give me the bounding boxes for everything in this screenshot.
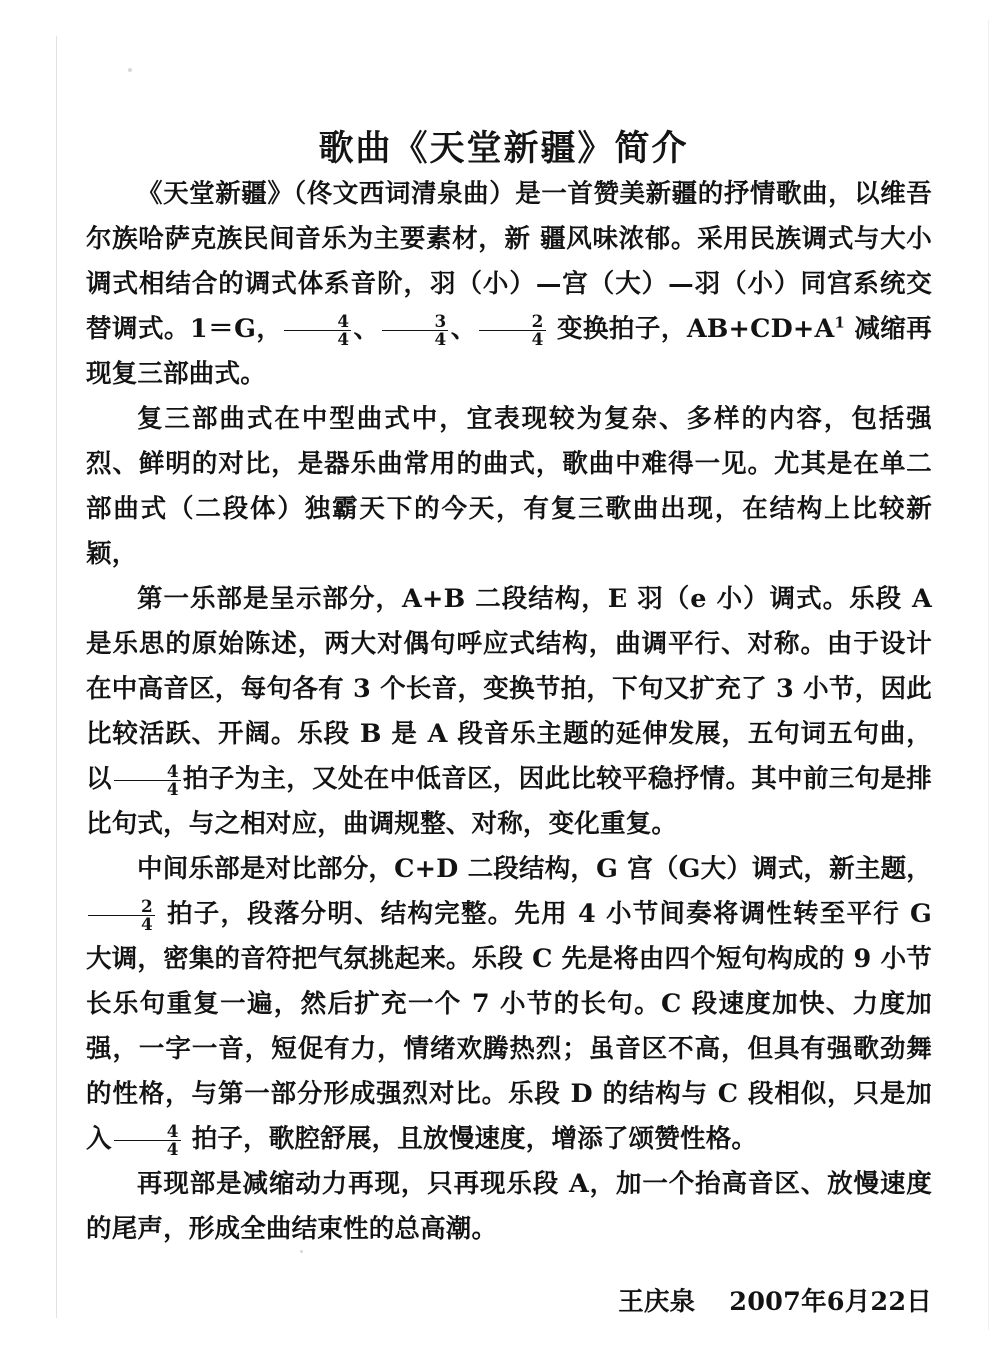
fraction-numerator: 2	[141, 895, 153, 916]
time-signature-fraction	[382, 310, 449, 349]
time-signature-fraction	[88, 895, 155, 934]
signature-block	[86, 1282, 932, 1318]
superscript-marker: 1	[834, 314, 845, 332]
fraction-denominator: 4	[284, 330, 351, 348]
paragraph-3: 第一乐部是呈示部分，A+B 二段结构，E 羽（e 小）调式。乐段 A 是乐思的原始陈述，两大对偶句呼应式结构，曲调平行、对称。由于设计在中高音区，每句各有 3 个长音，变换节拍，下句又扩充了 3 小节，因此比较活跃、开阔。乐段 B 是 A 段音乐主题的延伸发展，五句词五句曲，以 $\frac{4}{4}$ 拍子为主，又处在中低音区，因此比较平稳抒情。其中前三句是排比句式，与之相对应，曲调规整、对称，变化重复。	[86, 584, 932, 839]
author-name: 王庆泉	[618, 1287, 696, 1317]
fraction-denominator: 4	[382, 330, 449, 348]
time-signature-fraction	[114, 1120, 181, 1159]
scan-edge-left	[56, 36, 57, 1318]
time-signature-fraction	[479, 310, 546, 349]
fraction-denominator: 4	[114, 1140, 181, 1158]
scan-speck	[128, 68, 132, 72]
paragraph-5: 再现部是减缩动力再现，只再现乐段 A，加一个抬高音区、放慢速度的尾声，形成全曲结束性的总高潮。	[86, 1169, 932, 1244]
paragraph-2: 复三部曲式在中型曲式中，宜表现较为复杂、多样的内容，包括强烈、鲜明的对比，是器乐曲常用的曲式，歌曲中难得一见。尤其是在单二部曲式（二段体）独霸天下的今天，有复三歌曲出现，在结构上比较新颖，	[86, 404, 932, 569]
fraction-numerator: 4	[166, 760, 179, 781]
fraction-numerator: 4	[337, 310, 350, 331]
scan-edge-right	[988, 20, 989, 1330]
document-body	[86, 172, 932, 1252]
fraction-denominator: 4	[114, 780, 181, 798]
page-title: 歌曲《天堂新疆》简介	[318, 128, 689, 170]
fraction-numerator: 4	[166, 1120, 179, 1141]
paragraph-1: 《天堂新疆》（佟文西词清泉曲）是一首赞美新疆的抒情歌曲，以维吾尔族哈萨克族民间音乐为主要素材，新 疆风味浓郁。采用民族调式与大小调式相结合的调式体系音阶，羽（小）—宫（大）—羽（小）同宫系统交替调式。1＝G， $\frac{4}{4}$ 、 $\frac{3}{4}$ 、 $\frac{2}{4}$ 变换拍子，$AB+CD+A^1$ 减缩再现复三部曲式。	[86, 179, 932, 389]
fraction-numerator: 3	[434, 310, 447, 331]
time-signature-fraction	[284, 310, 351, 349]
signature-date: 2007年6月22日	[729, 1287, 932, 1317]
time-signature-fraction	[114, 760, 181, 799]
fraction-numerator: 2	[531, 310, 544, 331]
paragraph-4: 中间乐部是对比部分，C+D 二段结构，G 宫（G大）调式，新主题， $\frac{2}{4}$ 拍子，段落分明、结构完整。先用 4 小节间奏将调性转至平行 G 大调，密集的音符把气氛挑起来。乐段 C 先是将由四个短句构成的 9 小节长乐句重复一遍，然后扩充一个 7 小节的长句。C 段速度加快、力度加强，一字一音，短促有力，情绪欢腾热烈；虽音区不高，但具有强歌劲舞的性格，与第一部分形成强烈对比。乐段 D 的结构与 C 段相似，只是加入 $\frac{4}{4}$ 拍子，歌腔舒展，且放慢速度，增添了颂赞性格。	[86, 854, 932, 1159]
fraction-denominator: 4	[88, 915, 155, 933]
fraction-denominator: 4	[479, 330, 546, 348]
